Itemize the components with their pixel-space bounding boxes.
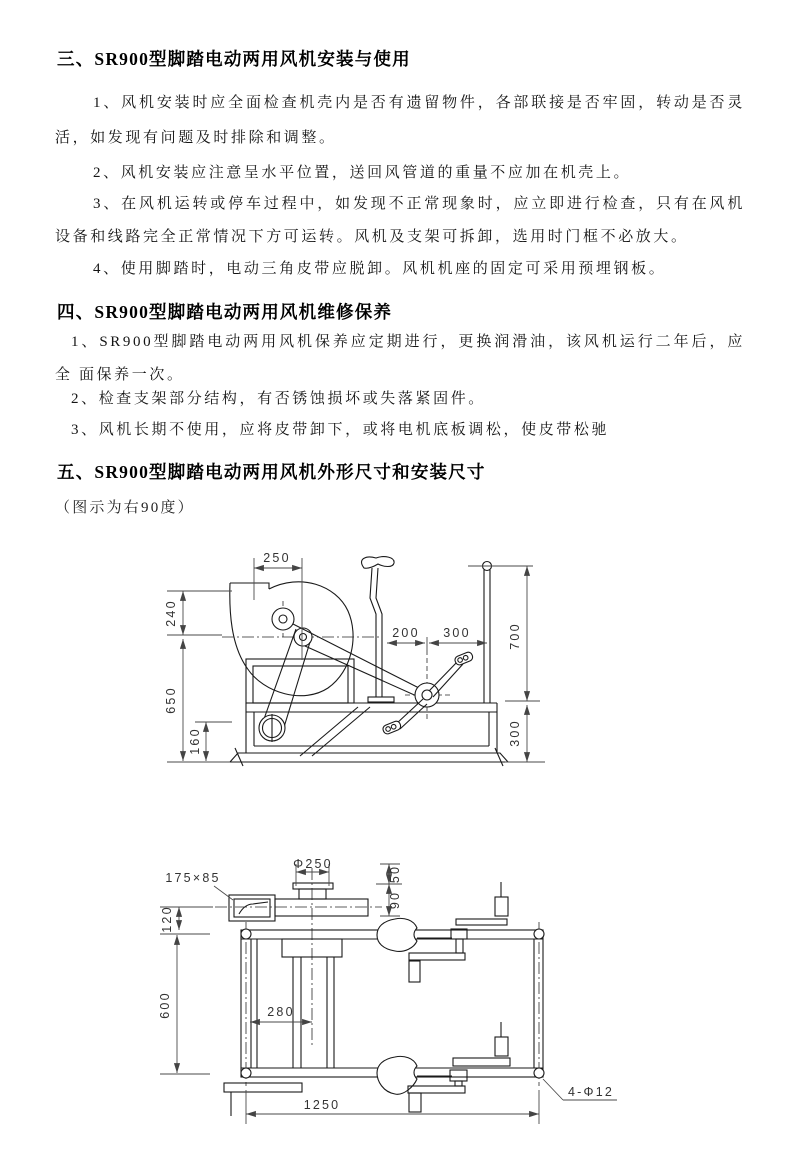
dim-250 bbox=[254, 551, 302, 660]
rear-post bbox=[483, 562, 492, 704]
section5-heading: 五、SR900型脚踏电动两用风机外形尺寸和安装尺寸 bbox=[57, 462, 486, 482]
svg-text:240: 240 bbox=[164, 599, 178, 627]
pedal-upper bbox=[454, 651, 474, 666]
svg-text:250: 250 bbox=[263, 551, 291, 565]
svg-text:Φ250: Φ250 bbox=[293, 857, 333, 871]
dim-120 bbox=[160, 905, 213, 932]
section4-item-2: 2、检查支架部分结构，有否锈蚀损坏或失落紧固件。 bbox=[71, 391, 486, 407]
svg-text:50: 50 bbox=[388, 864, 402, 884]
dim-700 bbox=[468, 566, 540, 701]
dim-280 bbox=[250, 1005, 312, 1022]
flywheel bbox=[259, 714, 285, 742]
seat-assembly bbox=[362, 557, 395, 702]
svg-text:650: 650 bbox=[164, 686, 178, 714]
svg-text:1250: 1250 bbox=[303, 1098, 341, 1112]
svg-text:160: 160 bbox=[188, 727, 202, 755]
left-bracket bbox=[224, 1083, 302, 1116]
section4-item-3: 3、风机长期不使用，应将皮带卸下，或将电机底板调松，使皮带松驰 bbox=[71, 422, 610, 438]
label-outlet-size bbox=[165, 871, 233, 900]
svg-text:600: 600 bbox=[158, 991, 172, 1019]
svg-text:175×85: 175×85 bbox=[165, 871, 221, 885]
dim-1250 bbox=[246, 1090, 539, 1124]
svg-text:120: 120 bbox=[160, 905, 174, 933]
svg-text:300: 300 bbox=[443, 626, 471, 640]
belt-lines bbox=[264, 624, 430, 756]
section3-item-3: 3、在风机运转或停车过程中，如发现不正常现象时，应立即进行检查，只有在风机设备和线路完全正常情况下方可运转。风机及支架可拆卸，选用时门框不必放大。 bbox=[55, 196, 745, 245]
top-view-drawing bbox=[150, 840, 660, 1150]
section3-item-4: 4、使用脚踏时，电动三角皮带应脱卸。风机机座的固定可采用预埋钢板。 bbox=[93, 261, 667, 277]
saddle-crank-bottom bbox=[377, 1022, 510, 1112]
section3-item-1: 1、风机安装时应全面检查机壳内是否有遗留物件，各部联接是否牢固，转动是否灵活，如发现有问题及时排除和调整。 bbox=[55, 95, 745, 146]
svg-text:90: 90 bbox=[388, 890, 402, 910]
mount-hole bbox=[241, 1068, 251, 1078]
dim-dia250 bbox=[293, 857, 333, 886]
mount-hole bbox=[241, 929, 251, 939]
label-mount-holes bbox=[543, 1079, 617, 1100]
dim-600 bbox=[158, 934, 210, 1074]
section4-item-1: 1、SR900型脚踏电动两用风机保养应定期进行，更换润滑油，该风机运行二年后，应全 面保养一次。 bbox=[55, 334, 745, 383]
mount-hole bbox=[534, 1068, 544, 1078]
pedal-crank bbox=[382, 650, 474, 735]
svg-text:300: 300 bbox=[508, 719, 522, 747]
section4-heading: 四、SR900型脚踏电动两用风机维修保养 bbox=[57, 302, 393, 322]
dim-240 bbox=[164, 591, 232, 635]
rotation-note: （图示为右90度） bbox=[55, 500, 195, 516]
svg-text:200: 200 bbox=[392, 626, 420, 640]
dim-300-right bbox=[505, 705, 545, 762]
mount-hole bbox=[534, 929, 544, 939]
side-view-drawing bbox=[160, 545, 580, 780]
dim-200-300 bbox=[387, 626, 487, 650]
section3-heading: 三、SR900型脚踏电动两用风机安装与使用 bbox=[57, 49, 411, 69]
pedal-lower bbox=[382, 720, 402, 735]
fan-volute bbox=[230, 582, 353, 696]
svg-text:700: 700 bbox=[508, 622, 522, 650]
dim-50-90 bbox=[376, 864, 402, 916]
svg-text:4-Φ12: 4-Φ12 bbox=[568, 1085, 614, 1099]
svg-text:280: 280 bbox=[267, 1005, 295, 1019]
dim-160 bbox=[188, 722, 232, 761]
outlet-duct bbox=[215, 868, 382, 1048]
section3-item-2: 2、风机安装应注意呈水平位置，送回风管道的重量不应加在机壳上。 bbox=[93, 165, 632, 181]
